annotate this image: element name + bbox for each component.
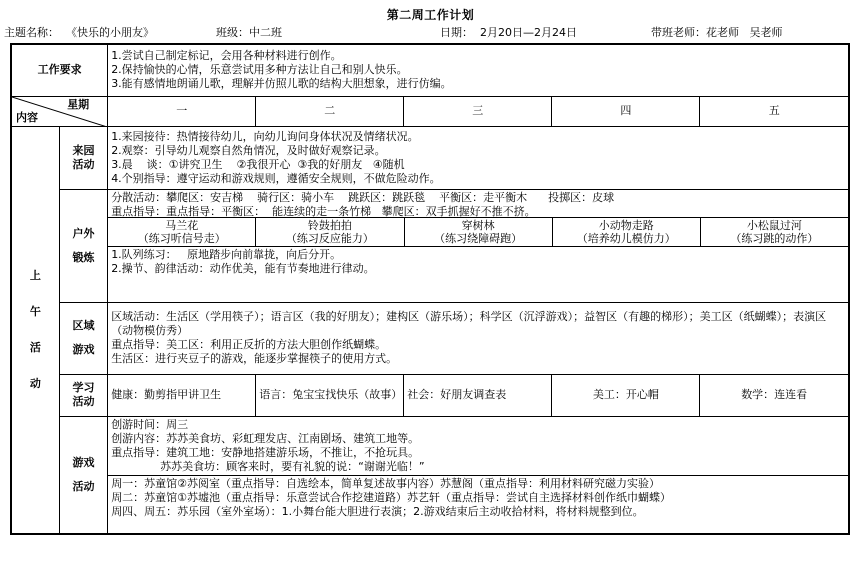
teachers: 带班老师：花老师 吴老师	[651, 26, 783, 39]
play-label: 游戏 活动	[59, 416, 107, 534]
corner-cell	[11, 96, 108, 126]
arrival-label: 来园 活动	[59, 126, 107, 189]
play-content: 创游时间：周三 创游内容：苏苏美食坊、彩虹理发店、江南剧场、建筑工地等。 重点指导：建筑工地：安静地搭建游乐场，不推让，不抢玩具。 苏苏美食坊：顾客来时，要有礼貌的说：“谢谢光临！” 周一：苏童馆②苏阅室（重点指导：自选绘本，简单复述故事内容）苏慧阁（重点指导：利用材料研究磁力实验） 周二：苏童馆①苏墟池（重点指导：乐意尝试合作挖建道路）苏艺轩（重点指导：尝试自主选择材料创作纸巾蝴蝶） 周四、周五：苏乐园（室外室场）：1.小舞台能大胆进行表演；2.游戏结束后主动收拾材料，将材料规整到位。	[108, 416, 849, 534]
work-requirements-row	[11, 44, 849, 96]
page-title: 第二周工作计划	[386, 8, 475, 22]
weekday-tuesday: 二	[256, 96, 404, 126]
learning-label: 学习 活动	[59, 374, 107, 416]
outdoor-game: 铃鼓拍拍 （练习反应能力）	[256, 218, 404, 246]
outdoor-game: 小松鼠过河 （练习跳的动作）	[730, 218, 819, 245]
weekday-thursday: 四	[552, 96, 700, 126]
outdoor-scatter: 分散活动：攀爬区：安吉梯 骑行区：骑小车 跳跃区：跳跃毯 平衡区：走平衡木 投掷区：皮球	[111, 190, 615, 204]
outdoor-content	[108, 189, 849, 302]
play-row	[11, 416, 849, 534]
outdoor-label: 户外 锻炼	[59, 189, 107, 302]
weekly-plan-table	[10, 43, 850, 535]
weekday-header-row	[11, 96, 849, 126]
learning-cell: 社会：好朋友调查表	[404, 374, 552, 416]
learning-cell: 数学：连连看	[700, 374, 849, 416]
learning-row	[11, 374, 849, 416]
work-requirements-content	[108, 44, 849, 96]
outdoor-games	[108, 218, 848, 246]
corner-content-label: 内容	[16, 110, 38, 124]
area-games-label: 区域 游戏	[59, 302, 107, 374]
theme-name: 主题名称： 《快乐的小朋友》	[4, 26, 154, 39]
weekday-wednesday: 三	[404, 96, 552, 126]
corner-weekday-label: 星期	[67, 97, 90, 111]
area-games-row	[11, 302, 849, 374]
learning-cell: 语言：兔宝宝找快乐（故事）	[256, 374, 404, 416]
requirement-item: 1.尝试自己制定标记，会用各种材料进行创作。	[111, 49, 342, 63]
weekday-friday: 五	[700, 96, 849, 126]
morning-activities-label: 上 午 活 动	[11, 126, 59, 534]
requirement-item: 3.能有感情地朗诵儿歌，理解并仿照儿歌的结构大胆想象，进行仿编。	[111, 77, 452, 91]
area-games-content: 区域活动：生活区（学用筷子）；语言区（我的好朋友）；建构区（游乐场）；科学区（沉浮游戏）；益智区（有趣的梯形）；美工区（纸蝴蝶）；表演区（动物模仿秀） 重点指导：美工区：利用正反折的方法大胆创作纸蝴蝶。 生活区：进行夹豆子的游戏，能逐步掌握筷子的使用方式。	[108, 302, 849, 374]
outdoor-game: 穿树林 （练习绕障碍跑）	[405, 218, 553, 246]
outdoor-game: 小动物走路 （培养幼儿模仿力）	[553, 218, 701, 246]
outdoor-extra: 1.队列练习： 原地踏步向前靠拢，向后分开。	[111, 247, 342, 261]
date-range: 日期： 2月20日—2月24日	[440, 26, 577, 39]
outdoor-row	[11, 189, 849, 302]
arrival-row	[11, 126, 849, 189]
requirement-item: 2.保持愉快的心情，乐意尝试用多种方法让自己和别人快乐。	[111, 63, 408, 77]
outdoor-focus: 重点指导：重点指导：平衡区： 能连续的走一条竹梯 攀爬区：双手抓握好不推不挤。	[111, 204, 536, 218]
weekday-monday: 一	[108, 96, 256, 126]
learning-cell: 健康：勤剪指甲讲卫生	[108, 374, 256, 416]
class-name: 班级：中二班	[216, 26, 282, 39]
learning-cell: 美工：开心帽	[552, 374, 700, 416]
arrival-content: 1.来园接待：热情接待幼儿，向幼儿询问身体状况及情绪状况。 2.观察：引导幼儿观察自然角情况，及时做好观察记录。 3.晨 谈：①讲究卫生 ②我很开心 ③我的好朋友 ④随机 4.个别指导：遵守运动和游戏规则，遵循安全规则，不做危险动作。	[108, 126, 849, 189]
outdoor-extra: 2.操节、韵律活动：动作优美，能有节奏地进行律动。	[111, 261, 375, 275]
outdoor-game: 马兰花 （练习听信号走）	[108, 218, 256, 246]
work-requirements-label: 工作要求	[11, 44, 108, 96]
